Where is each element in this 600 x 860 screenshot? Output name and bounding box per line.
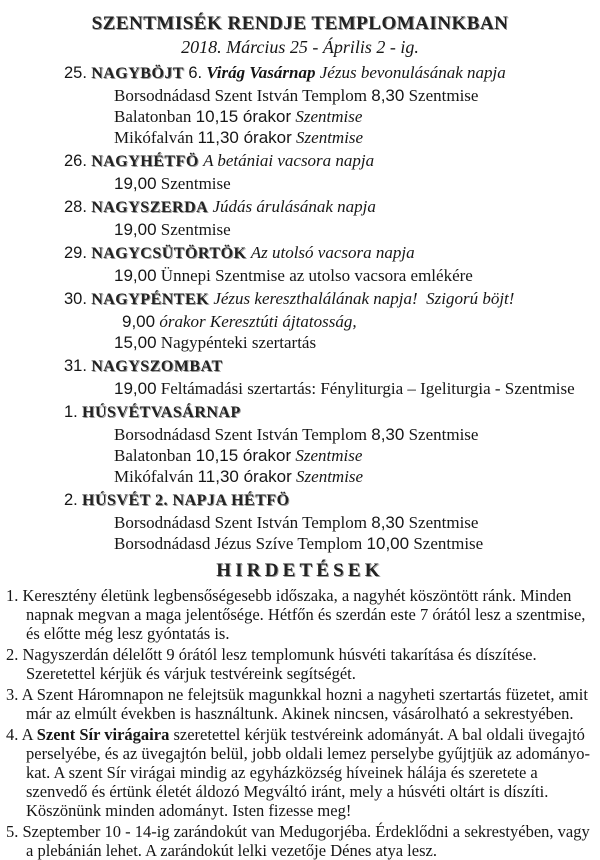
announcement-item	[6, 725, 594, 820]
announcement-number: 4.	[6, 725, 19, 744]
mass-place: Borsodnádasd Szent István Templom	[114, 86, 367, 105]
mass-time: 8,30	[371, 425, 405, 444]
day-name: NAGYSZERDA	[91, 199, 209, 216]
mass-time: 8,30	[371, 86, 405, 105]
mass-line	[6, 424, 594, 445]
day-number: 29.	[64, 244, 87, 262]
schedule-day-header	[6, 196, 594, 219]
schedule-day-header	[6, 489, 594, 512]
day-number: 2.	[64, 491, 78, 509]
mass-line	[6, 466, 594, 487]
announcement-number: 2.	[6, 645, 19, 664]
mass-time: 11,30 órakor	[197, 128, 292, 147]
mass-time: 10,15 órakor	[195, 107, 292, 126]
day-number: 28.	[64, 198, 87, 216]
mass-place: Balatonban	[114, 107, 192, 126]
announcement-pre: A	[21, 725, 33, 744]
announcement-number: 5.	[6, 822, 19, 841]
feast-name: Virág Vasárnap	[206, 63, 316, 82]
date-range: 2018. Március 25 - Április 2 - ig.	[181, 37, 419, 57]
mass-desc-italic: Szentmise	[296, 467, 364, 486]
schedule-day-header	[6, 62, 594, 85]
announcement-text: Nagyszerdán délelőtt 9 órától lesz templomunk húsvéti takarítása és díszítése. Szeretettel kérjük és várjuk testvéreink segítségét.	[22, 645, 537, 683]
mass-time: 11,30 órakor	[197, 467, 292, 486]
feast-description: Az utolsó vacsora napja	[250, 243, 415, 262]
mass-time: 10,15 órakor	[195, 446, 292, 465]
mass-desc-italic: órakor Keresztúti ájtatosság,	[159, 312, 357, 331]
schedule-day-header	[6, 288, 594, 311]
mass-place: Borsodnádasd Jézus Szíve Templom	[114, 534, 363, 553]
mass-line	[6, 445, 594, 466]
day-name: NAGYHÉTFÖ	[91, 153, 199, 170]
announcements-heading: HIRDETÉSEK	[216, 560, 384, 581]
schedule-entry	[6, 489, 594, 554]
mass-schedule	[6, 62, 594, 554]
day-name: HÚSVÉTVASÁRNAP	[82, 404, 241, 421]
day-number-suffix: 6.	[188, 64, 203, 82]
mass-time: 19,00	[114, 220, 157, 239]
announcement-text: A Szent Háromnapon ne felejtsük magunkkal hozni a nagyheti szertartás füzetet, amit már az elmúlt években is használtunk. Akinek nincsen, vásárolható a sekrestyében.	[21, 685, 588, 723]
mass-time: 15,00	[114, 333, 157, 352]
feast-description: Jézus kereszthalálának napja! Szigorú böjt!	[213, 289, 515, 308]
mass-line	[6, 173, 594, 194]
schedule-entry	[6, 242, 594, 286]
schedule-day-header	[6, 401, 594, 424]
day-number: 30.	[64, 290, 87, 308]
day-name: HÚSVÉT 2. NAPJA HÉTFÖ	[82, 492, 290, 509]
schedule-day-header	[6, 150, 594, 173]
mass-line	[6, 265, 594, 286]
mass-line	[6, 533, 594, 554]
mass-desc: Feltámadási szertartás: Fényliturgia – Igeliturgia - Szentmise	[160, 379, 575, 398]
mass-line	[6, 127, 594, 148]
mass-time: 8,30	[371, 513, 405, 532]
announcement-number: 3.	[6, 685, 19, 704]
mass-line	[6, 378, 594, 399]
feast-description: A betániai vacsora napja	[203, 151, 375, 170]
schedule-entry	[6, 150, 594, 194]
mass-line	[6, 85, 594, 106]
day-name: NAGYCSÜTÖRTÖK	[91, 245, 247, 262]
mass-place: Balatonban	[114, 446, 192, 465]
mass-desc: Szentmise	[160, 220, 231, 239]
mass-desc: Szentmise	[408, 513, 479, 532]
mass-time: 19,00	[114, 379, 157, 398]
day-name: NAGYPÉNTEK	[91, 291, 210, 308]
mass-desc: Szentmise	[408, 86, 479, 105]
day-name: NAGYSZOMBAT	[91, 358, 223, 375]
announcement-bold-phrase: Szent Sír virágaira	[36, 725, 170, 744]
mass-place: Mikófalván	[114, 128, 194, 147]
announcement-item	[6, 685, 594, 723]
announcement-text: Keresztény életünk legbensőségesebb időszaka, a nagyhét köszöntött ránk. Minden napnak megvan a maga jelentősége. Hétfőn és szerdán este 7 órától lesz a szentmise, és előtte még lesz gyóntatás is.	[22, 586, 586, 643]
schedule-entry	[6, 355, 594, 399]
mass-line	[6, 311, 594, 332]
mass-time: 19,00	[114, 174, 157, 193]
schedule-entry	[6, 62, 594, 148]
mass-desc-italic: Szentmise	[295, 107, 363, 126]
schedule-entry	[6, 196, 594, 240]
mass-place: Borsodnádasd Szent István Templom	[114, 513, 367, 532]
mass-line	[6, 106, 594, 127]
day-name: NAGYBÖJT	[91, 65, 185, 82]
mass-desc: Szentmise	[160, 174, 231, 193]
schedule-day-header	[6, 355, 594, 378]
feast-description: Júdás árulásának napja	[212, 197, 376, 216]
mass-time: 19,00	[114, 266, 157, 285]
day-number: 26.	[64, 152, 87, 170]
mass-desc: Nagypénteki szertartás	[160, 333, 317, 352]
announcements-list	[6, 586, 594, 860]
mass-desc: Szentmise	[413, 534, 484, 553]
feast-description: Jézus bevonulásának napja	[319, 63, 506, 82]
mass-desc-italic: Szentmise	[296, 128, 364, 147]
mass-place: Mikófalván	[114, 467, 194, 486]
mass-time: 9,00	[122, 312, 156, 331]
mass-time: 10,00	[366, 534, 410, 553]
announcement-text: Szeptember 10 - 14-ig zarándokút van Medugorjéba. Érdeklődni a sekrestyében, vagy a plebánián lehet. A zarándokút lelki vezetője Dénes atya lesz.	[22, 822, 590, 860]
announcement-item	[6, 645, 594, 683]
mass-desc: Ünnepi Szentmise az utolso vacsora emlékére	[160, 266, 473, 285]
day-number: 31.	[64, 357, 87, 375]
schedule-day-header	[6, 242, 594, 265]
schedule-entry	[6, 401, 594, 487]
mass-line	[6, 512, 594, 533]
announcement-text: szeretettel kérjük testvéreink adományát. A bal oldali üvegajtó perselyébe, és az üvegajtón belül, jobb oldali lemez perselybe gyűjtjük az adományo-kat. A szent Sír virágai mindig az egyházközség híveinek hálája és szeretete a szenvedő és értünk életét áldozó Megváltó iránt, mely a húsvéti oltárt is díszíti. Köszönünk minden adományt. Isten fizesse meg!	[26, 725, 591, 820]
announcement-number: 1.	[6, 586, 19, 605]
announcement-item	[6, 822, 594, 860]
schedule-entry	[6, 288, 594, 353]
mass-desc: Szentmise	[408, 425, 479, 444]
day-number: 25.	[64, 64, 87, 82]
day-number: 1.	[64, 403, 78, 421]
mass-desc-italic: Szentmise	[295, 446, 363, 465]
page-title: SZENTMISÉK RENDJE TEMPLOMAINKBAN	[91, 13, 509, 34]
mass-place: Borsodnádasd Szent István Templom	[114, 425, 367, 444]
announcement-item	[6, 586, 594, 643]
mass-line	[6, 332, 594, 353]
mass-line	[6, 219, 594, 240]
